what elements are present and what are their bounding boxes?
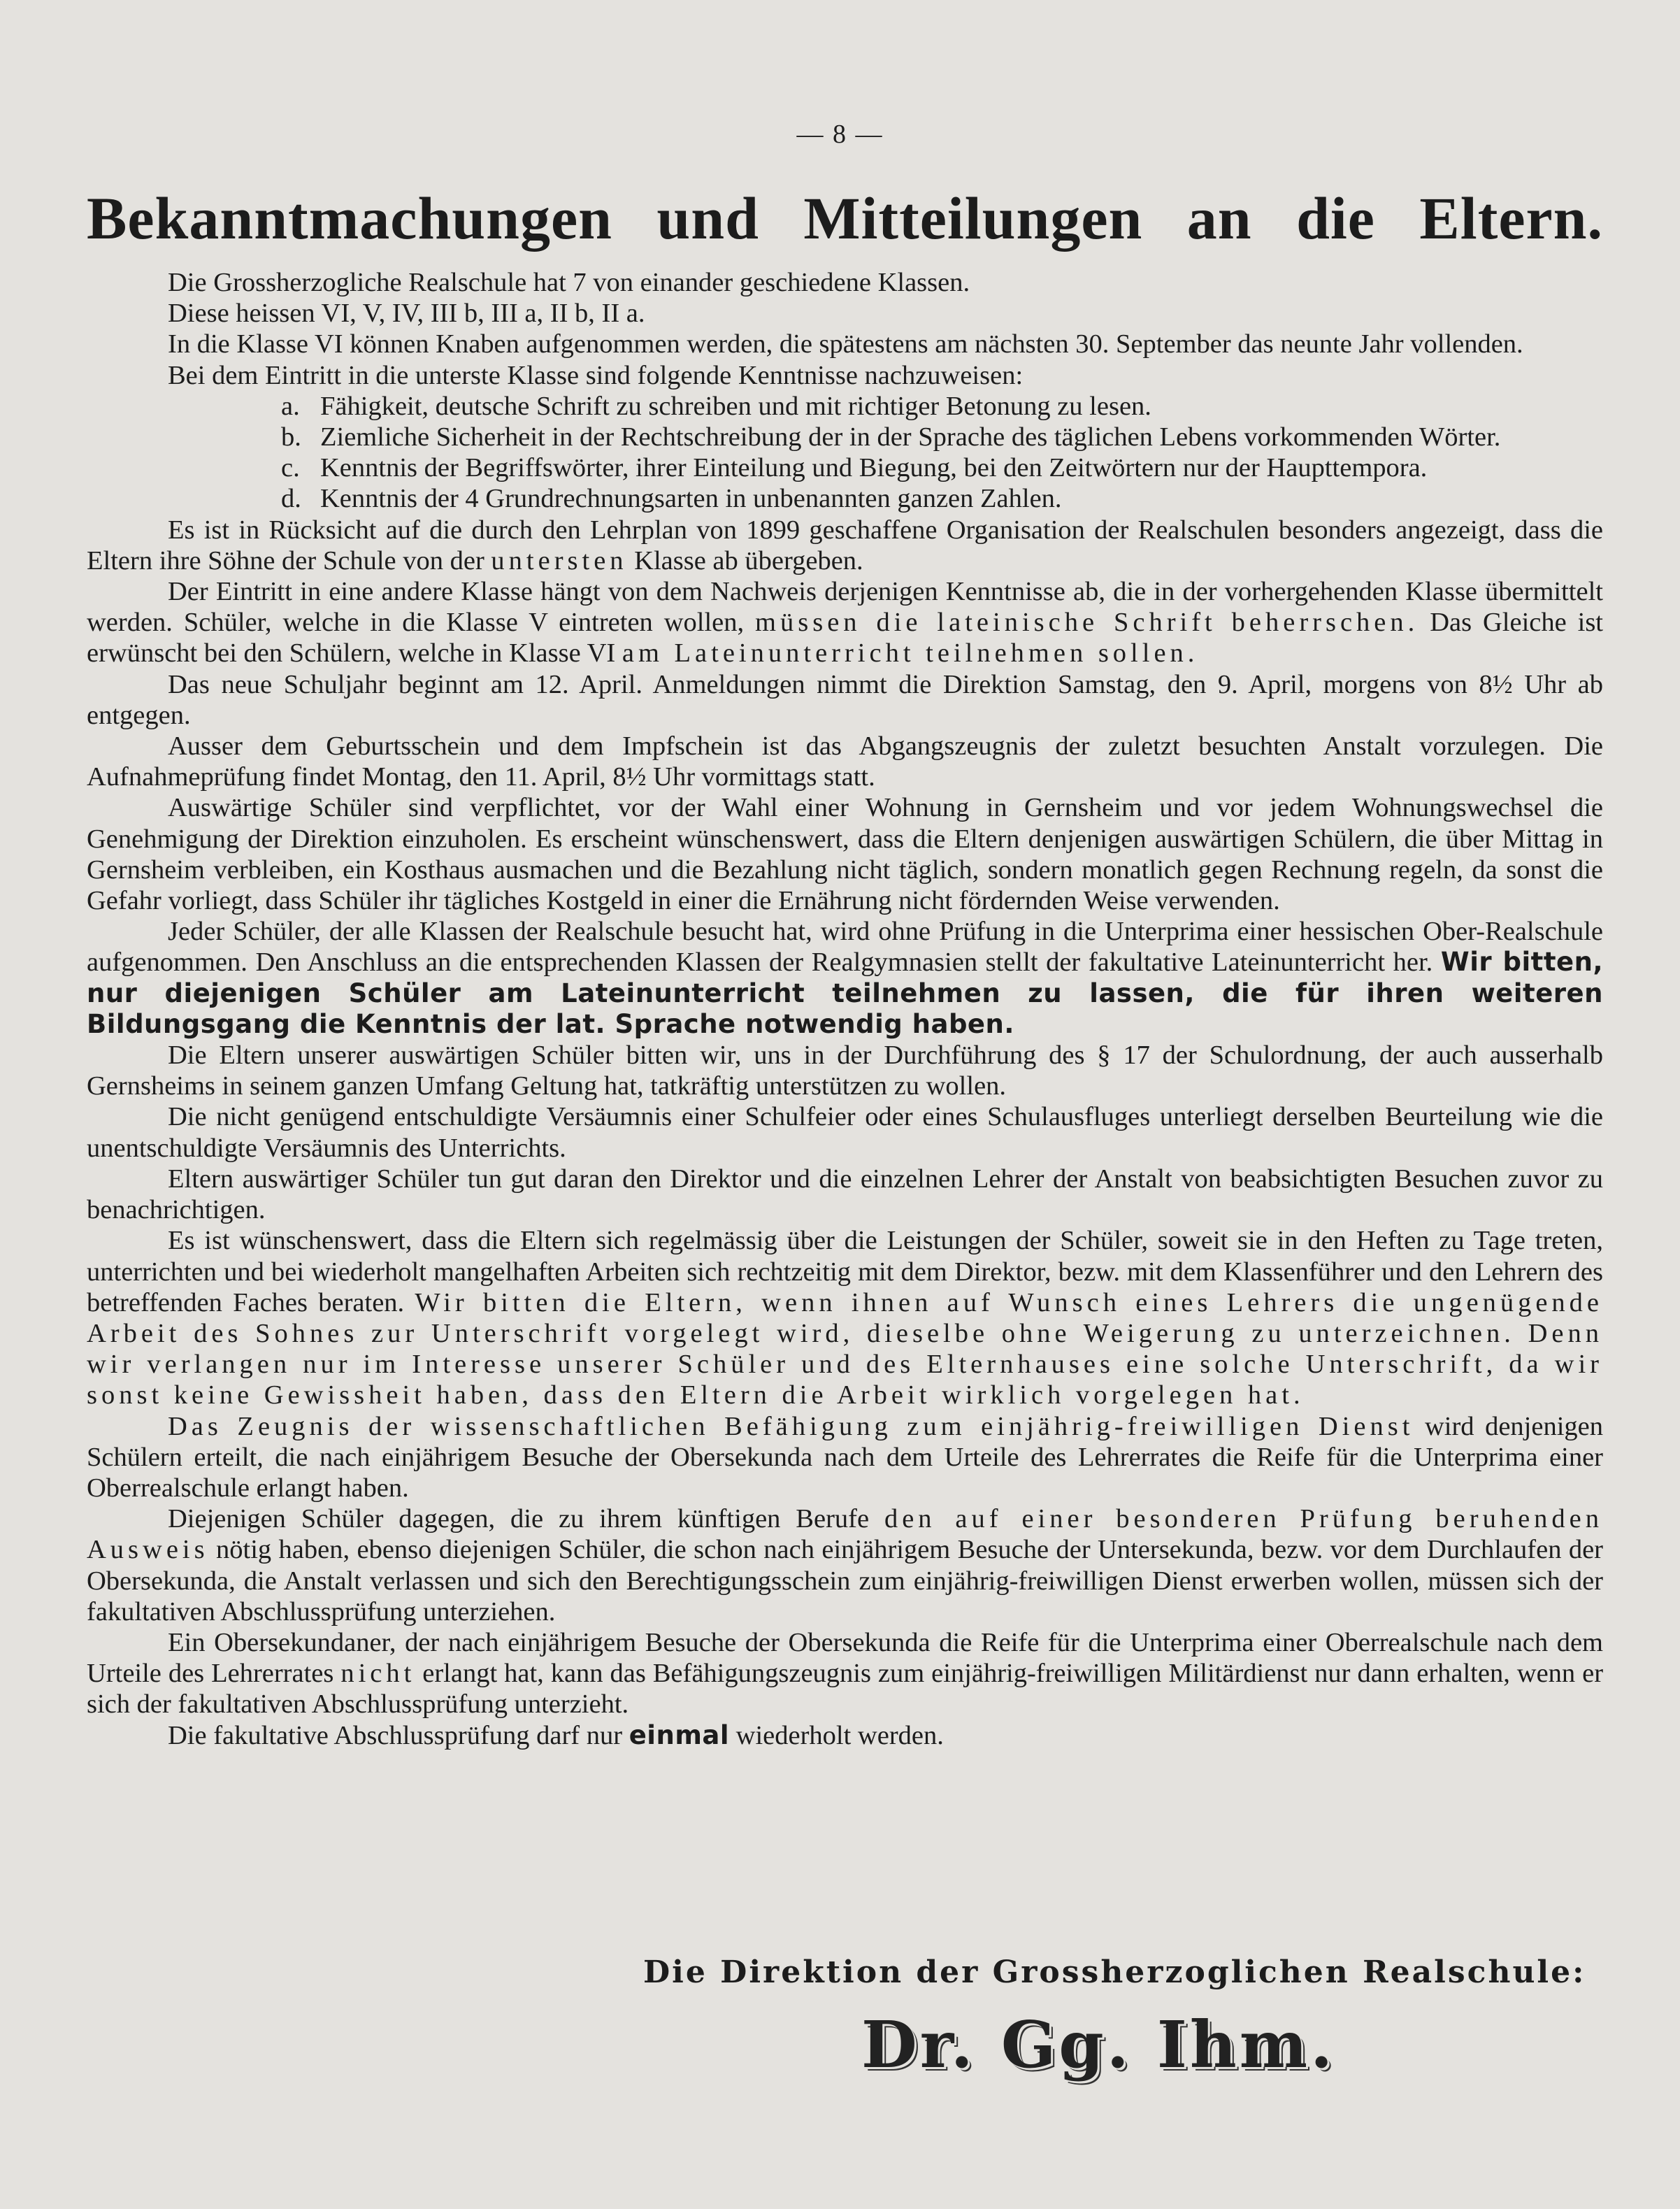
text-run: Jeder Schüler, der alle Klassen der Realschule besucht hat, wird ohne Prüfung in die Unterprima einer hessischen Ober-Realschule aufgenommen. Den Anschluss an die entsprechenden Klassen der Realgymnasien stellt der fakultative Lateinunterricht her. — [87, 917, 1603, 978]
paragraph-latin — [87, 916, 1603, 1040]
bold-emphasis: einmal — [629, 1720, 730, 1750]
paragraph-obersekundaner — [87, 1627, 1603, 1720]
text-run: wiederholt werden. — [735, 1720, 944, 1750]
paragraph-repeat-exam — [87, 1720, 1603, 1751]
spaced-emphasis: am Lateinunterricht teilnehmen sollen. — [622, 638, 1199, 669]
text-run: Ein Obersekundaner, der nach einjährigem Besuche der Obersekunda die Reife für die Unterprima einer Oberrealschule nach dem Urteile des Lehrerrates — [87, 1627, 1603, 1689]
list-item-letter: a. — [281, 391, 300, 421]
spaced-emphasis: den auf einer besonderen Prüfung beruhenden Ausweis — [87, 1504, 1603, 1565]
spaced-emphasis: nicht — [340, 1659, 416, 1689]
paragraph-progress — [87, 1225, 1603, 1410]
list-item — [87, 452, 1603, 483]
text-run: Das Gleiche ist erwünscht bei den Schülern, welche in Klasse VI — [87, 608, 1604, 669]
text-run: erlangt hat, kann das Befähigungszeugnis zum einjährig-freiwilligen Militärdienst nur dann erhalten, wenn er sich der fakultativen Abschlussprüfung unterzieht. — [87, 1659, 1604, 1720]
paragraph-class-names: Diese heissen VI, V, IV, III b, III a, II b, II a. — [168, 299, 645, 329]
spaced-emphasis: Wir bitten die Eltern, wenn ihnen auf Wunsch eines Lehrers die ungenügende Arbeit des Sohnes zur Unterschrift vorgelegt wird, dieselbe ohne Weigerung zu unterzeichnen. Denn wir verlangen nur im Interesse unserer Schüler und des Elternhauses eine solche Unterschrift, da wir sonst keine Gewissheit haben, dass den Eltern die Arbeit wirklich vorgelegen hat. — [87, 1287, 1603, 1410]
list-item — [87, 391, 1603, 422]
text-run: Der Eintritt in eine andere Klasse hängt von dem Nachweis derjenigen Kenntnisse ab, die in der vorhergehenden Klasse übermittelt werden. Schüler, welche in die Klasse V eintreten wollen, — [87, 577, 1603, 638]
page-title: Bekanntmachungen und Mitteilungen an die Eltern. — [87, 185, 1603, 252]
spaced-emphasis: untersten — [491, 545, 628, 576]
paragraph-classes-count: Die Grossherzogliche Realschule hat 7 von einander geschiedene Klassen. — [168, 268, 970, 297]
text-run: Diejenigen Schüler dagegen, die zu ihrem künftigen Berufe — [168, 1504, 870, 1534]
signature-organization: Die Direktion der Grossherzoglichen Realschule: — [643, 1954, 1586, 1990]
paragraph-external-students: Auswärtige Schüler sind verpflichtet, vor der Wahl einer Wohnung in Gernsheim und vor jedem Wohnungswechsel die Genehmigung der Direktion einzuholen. Es erscheint wünschenswert, dass die Eltern denjenigen auswärtigen Schülern, die über Mittag in Gernsheim verbleiben, ein Kosthaus ausmachen und die Bezahlung nicht täglich, sondern monatlich gegen Rechnung regeln, da sonst die Gefahr vorliegt, dass Schüler ihr tägliches Kostgeld in einer die Ernährung nicht fördernden Weise verwenden. — [87, 793, 1603, 916]
spaced-emphasis: Das Zeugnis der wissenschaftlichen Befähigung zum einjährig-freiwilligen Dienst — [168, 1411, 1414, 1441]
list-item — [87, 422, 1603, 452]
list-item-letter: d. — [281, 484, 301, 514]
paragraph-absence: Die nicht genügend entschuldigte Versäumnis einer Schulfeier oder eines Schulausfluges unterliegt derselben Beurteilung wie die unentschuldigte Versäumnis des Unterrichts. — [87, 1102, 1603, 1163]
text-run: nötig haben, ebenso diejenigen Schüler, die schon nach einjährigem Besuche der Untersekunda, bezw. vor dem Durchlaufen der Obersekunda, die Anstalt verlassen und sich den Berechtigungsschein zum einjährig-freiwilligen Dienst erwerben wollen, müssen sich der fakultativen Abschlussprüfung unterziehen. — [87, 1535, 1604, 1627]
paragraph-school-rules: Die Eltern unserer auswärtigen Schüler bitten wir, uns in der Durchführung des § 17 der Schulordnung, der auch ausserhalb Gernsheims in seinem ganzen Umfang Geltung hat, tatkräftig unterstützen zu wollen. — [87, 1041, 1603, 1101]
list-item-letter: b. — [281, 422, 301, 452]
list-item-letter: c. — [281, 453, 300, 483]
text-run: wird denjenigen Schülern erteilt, die nach einjährigem Besuche der Obersekunda nach dem Urteile des Lehrerrates die Reife für die Unterprima einer Oberrealschule erlangt haben. — [87, 1411, 1603, 1503]
paragraph-final-exam — [87, 1503, 1603, 1627]
paragraph-school-year: Das neue Schuljahr beginnt am 12. April. Anmeldungen nimmt die Direktion Samstag, den 9. April, morgens von 8½ Uhr ab entgegen. — [87, 669, 1603, 730]
list-item-text: Fähigkeit, deutsche Schrift zu schreiben und mit richtiger Betonung zu lesen. — [320, 391, 1151, 421]
announcement-body — [87, 267, 1603, 1751]
paragraph-admission-age: In die Klasse VI können Knaben aufgenommen werden, die spätestens am nächsten 30. September das neunte Jahr vollenden. — [168, 329, 1523, 359]
bold-emphasis: Wir bitten, nur diejenigen Schüler am Lateinunterricht teilnehmen zu lassen, die für ihren weiteren Bildungsgang die Kenntnis der lat. Sprache notwendig haben. — [87, 947, 1604, 1039]
text-run: Es ist wünschenswert, dass die Eltern sich regelmässig über die Leistungen der Schüler, soweit sie in den Heften zu Tage treten, unterrichten und bei wiederholt mangelhaften Arbeiten sich rechtzeitig mit dem Direktor, bezw. mit dem Klassenführer und den Lehrern des betreffenden Faches beraten. — [87, 1226, 1603, 1317]
paragraph-other-class-entry — [87, 576, 1603, 669]
page-number: — 8 — — [796, 120, 884, 149]
signature-name: Dr. Gg. Ihm. — [861, 2007, 1336, 2082]
text-run: Es ist in Rücksicht auf die durch den Lehrplan von 1899 geschaffene Organisation der Realschulen besonders angezeigt, dass die Eltern ihre Söhne der Schule von der — [87, 515, 1603, 576]
list-item-text: Ziemliche Sicherheit in der Rechtschreibung der in der Sprache des täglichen Lebens vorkommenden Wörter. — [320, 422, 1501, 452]
paragraph-certificate — [87, 1411, 1603, 1504]
list-item — [87, 483, 1603, 514]
paragraph-documents: Ausser dem Geburtsschein und dem Impfschein ist das Abgangszeugnis der zuletzt besuchten Anstalt vorzulegen. Die Aufnahmeprüfung findet Montag, den 11. April, 8½ Uhr vormittags statt. — [87, 731, 1603, 792]
list-item-text: Kenntnis der 4 Grundrechnungsarten in unbenannten ganzen Zahlen. — [320, 484, 1062, 514]
text-run: Die fakultative Abschlussprüfung darf nur — [168, 1720, 623, 1750]
paragraph-requirements-intro: Bei dem Eintritt in die unterste Klasse sind folgende Kenntnisse nachzuweisen: — [168, 360, 1024, 390]
paragraph-visits: Eltern auswärtiger Schüler tun gut daran den Direktor und die einzelnen Lehrer der Anstalt von beabsichtigten Besuchen zuvor zu benachrichtigen. — [87, 1164, 1603, 1225]
list-item-text: Kenntnis der Begriffswörter, ihrer Einteilung und Biegung, bei den Zeitwörtern nur der Haupttempora. — [320, 453, 1428, 483]
text-run: Klasse ab übergeben. — [634, 545, 863, 576]
paragraph-curriculum — [87, 515, 1603, 576]
spaced-emphasis: müssen die lateinische Schrift beherrschen. — [755, 608, 1419, 638]
